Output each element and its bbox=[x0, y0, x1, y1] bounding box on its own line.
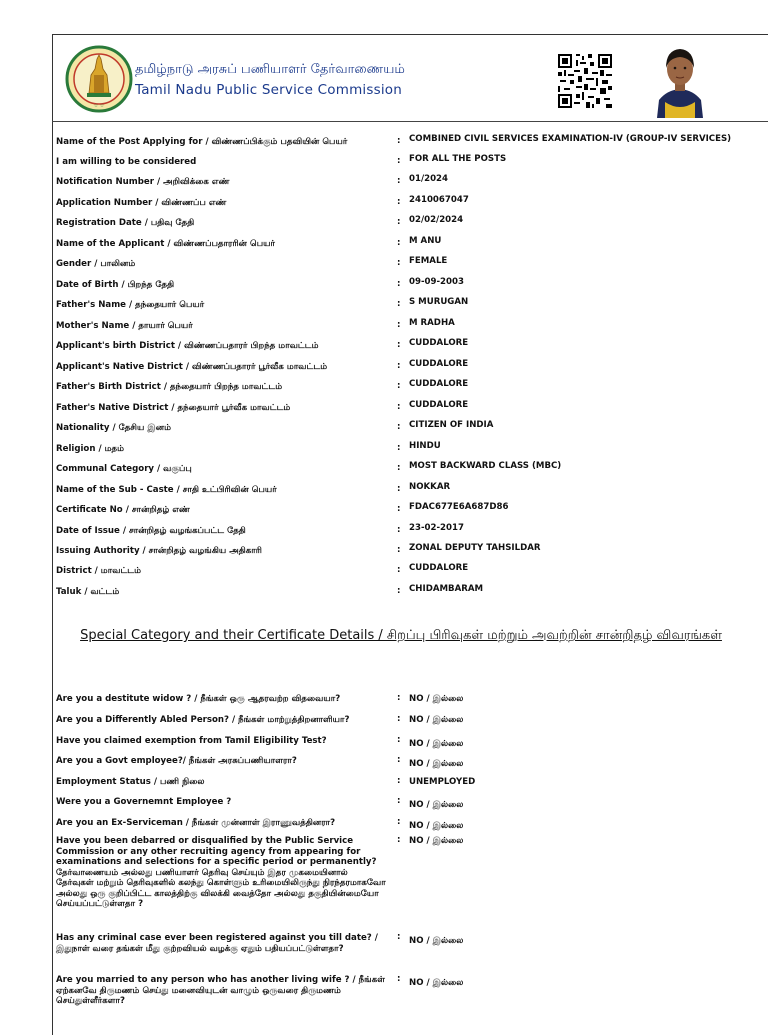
colon-separator: : bbox=[397, 796, 401, 806]
colon-separator: : bbox=[397, 755, 401, 765]
colon-separator: : bbox=[397, 176, 401, 186]
field-label: I am willing to be considered bbox=[56, 157, 197, 167]
field-label: Nationality / தேசிய இனம் bbox=[56, 423, 171, 433]
colon-separator: : bbox=[397, 714, 401, 724]
answer-value: NO / இல்லை bbox=[409, 800, 464, 810]
field-label: Taluk / வட்டம் bbox=[56, 587, 120, 597]
colon-separator: : bbox=[397, 402, 401, 412]
field-value: CUDDALORE bbox=[409, 400, 469, 410]
colon-separator: : bbox=[397, 693, 401, 703]
colon-separator: : bbox=[397, 565, 401, 575]
field-label: Applicant's Native District / விண்ணப்பதாரர் பூர்வீக மாவட்டம் bbox=[56, 362, 328, 372]
field-label: Name of the Post Applying for / விண்ணப்பிக்கும் பதவியின் பெயர் bbox=[56, 137, 348, 147]
field-label: Father's Name / தந்தையார் பெயர் bbox=[56, 300, 205, 310]
question-label: Are you a Govt employee?/ நீங்கள் அரசுப்பணியாளரா? bbox=[56, 756, 297, 766]
tnpsc-emblem-logo bbox=[65, 45, 133, 113]
colon-separator: : bbox=[397, 463, 401, 473]
field-value: 02/02/2024 bbox=[409, 215, 464, 225]
field-label: District / மாவட்டம் bbox=[56, 566, 142, 576]
field-value: FEMALE bbox=[409, 256, 448, 266]
header-divider bbox=[52, 121, 768, 122]
colon-separator: : bbox=[397, 279, 401, 289]
question-label: Have you been debarred or disqualified by the Public Service Commission or any other recruiting agency from appearing for examinations and selections for a specific period or permanently? தேர்வாணையம் அல்லது பணியாளர் தெரிவு செய்யும் இதர முகமையினால் தேர்வுகள் மற்றும் தெரிவுகளில் கலந்து கொள்ளும் உரிமையிலிருந்து நிரந்தரமாகவோ அல்லது ஒரு குறிப்பிட்ட காலத்திற்கு விலக்கி வைத்தோ அல்லது தகுதியின்மையோ செய்யப்பட்டுள்ளதா ? bbox=[56, 836, 386, 909]
colon-separator: : bbox=[397, 932, 401, 942]
svg-text:☆ ☆: ☆ ☆ bbox=[93, 103, 105, 109]
colon-separator: : bbox=[397, 258, 401, 268]
colon-separator: : bbox=[397, 217, 401, 227]
field-value: 23-02-2017 bbox=[409, 523, 464, 533]
colon-separator: : bbox=[397, 197, 401, 207]
question-label: Are you a Differently Abled Person? / நீங்கள் மாற்றுத்திறனாளியா? bbox=[56, 715, 350, 725]
colon-separator: : bbox=[397, 381, 401, 391]
field-label: Name of the Sub - Caste / சாதி உட்பிரிவின் பெயர் bbox=[56, 485, 277, 495]
field-label: Date of Birth / பிறந்த தேதி bbox=[56, 280, 175, 290]
question-label: Are you a destitute widow ? / நீங்கள் ஒரு ஆதரவற்ற விதவையா? bbox=[56, 694, 341, 704]
field-value: MOST BACKWARD CLASS (MBC) bbox=[409, 461, 562, 471]
field-value: S MURUGAN bbox=[409, 297, 469, 307]
applicant-photo bbox=[641, 42, 719, 118]
field-value: ZONAL DEPUTY TAHSILDAR bbox=[409, 543, 541, 553]
field-value: M ANU bbox=[409, 236, 442, 246]
colon-separator: : bbox=[397, 484, 401, 494]
question-label: Are you an Ex-Serviceman / நீங்கள் முன்னாள் இராணுவத்தினரா? bbox=[56, 818, 336, 828]
field-value: NOKKAR bbox=[409, 482, 451, 492]
answer-value: NO / இல்லை bbox=[409, 821, 464, 831]
field-label: Applicant's birth District / விண்ணப்பதாரர் பிறந்த மாவட்டம் bbox=[56, 341, 319, 351]
field-value: 01/2024 bbox=[409, 174, 449, 184]
colon-separator: : bbox=[397, 545, 401, 555]
colon-separator: : bbox=[397, 835, 401, 845]
special-category-title: Special Category and their Certificate Details / சிறப்பு பிரிவுகள் மற்றும் அவற்றின் சான்றிதழ் விவரங்கள் bbox=[80, 628, 722, 643]
field-value: HINDU bbox=[409, 441, 441, 451]
colon-separator: : bbox=[397, 340, 401, 350]
field-label: Communal Category / வகுப்பு bbox=[56, 464, 192, 474]
colon-separator: : bbox=[397, 443, 401, 453]
field-label: Father's Native District / தந்தையார் பூர்வீக மாவட்டம் bbox=[56, 403, 291, 413]
field-label: Religion / மதம் bbox=[56, 444, 125, 454]
org-name-tamil: தமிழ்நாடு அரசுப் பணியாளர் தேர்வாணையம் bbox=[135, 62, 405, 77]
question-label: Were you a Governemnt Employee ? bbox=[56, 797, 232, 807]
answer-value: NO / இல்லை bbox=[409, 759, 464, 769]
answer-value: NO / இல்லை bbox=[409, 694, 464, 704]
field-value: CITIZEN OF INDIA bbox=[409, 420, 494, 430]
colon-separator: : bbox=[397, 504, 401, 514]
field-label: Date of Issue / சான்றிதழ் வழங்கப்பட்ட தேதி bbox=[56, 526, 246, 536]
org-name-english: Tamil Nadu Public Service Commission bbox=[135, 82, 403, 98]
field-value: CHIDAMBARAM bbox=[409, 584, 484, 594]
colon-separator: : bbox=[397, 299, 401, 309]
field-value: 09-09-2003 bbox=[409, 277, 464, 287]
answer-value: NO / இல்லை bbox=[409, 978, 464, 988]
field-value: COMBINED CIVIL SERVICES EXAMINATION-IV (GROUP-IV SERVICES) bbox=[409, 134, 732, 144]
colon-separator: : bbox=[397, 156, 401, 166]
colon-separator: : bbox=[397, 817, 401, 827]
field-label: Certificate No / சான்றிதழ் எண் bbox=[56, 505, 190, 515]
field-label: Name of the Applicant / விண்ணப்பதாரரின் பெயர் bbox=[56, 239, 275, 249]
colon-separator: : bbox=[397, 238, 401, 248]
answer-value: NO / இல்லை bbox=[409, 715, 464, 725]
field-value: CUDDALORE bbox=[409, 563, 469, 573]
question-label: Have you claimed exemption from Tamil Eligibility Test? bbox=[56, 736, 327, 746]
colon-separator: : bbox=[397, 735, 401, 745]
colon-separator: : bbox=[397, 361, 401, 371]
answer-value: NO / இல்லை bbox=[409, 739, 464, 749]
colon-separator: : bbox=[397, 776, 401, 786]
field-value: CUDDALORE bbox=[409, 379, 469, 389]
field-label: Notification Number / அறிவிக்கை எண் bbox=[56, 177, 230, 187]
colon-separator: : bbox=[397, 320, 401, 330]
answer-value: NO / இல்லை bbox=[409, 836, 464, 846]
colon-separator: : bbox=[397, 586, 401, 596]
question-label: Employment Status / பணி நிலை bbox=[56, 777, 205, 787]
field-label: Issuing Authority / சான்றிதழ் வழங்கிய அதிகாரி bbox=[56, 546, 262, 556]
answer-value: NO / இல்லை bbox=[409, 936, 464, 946]
colon-separator: : bbox=[397, 525, 401, 535]
question-label: Has any criminal case ever been registered against you till date? / இதுநாள் வரை தங்கள் மீது குற்றவியல் வழக்கு ஏதும் பதியப்பட்டுள்ளதா? bbox=[56, 933, 378, 954]
field-value: FOR ALL THE POSTS bbox=[409, 154, 507, 164]
field-label: Registration Date / பதிவு தேதி bbox=[56, 218, 195, 228]
field-value: FDAC677E6A687D86 bbox=[409, 502, 509, 512]
qr-code bbox=[558, 54, 612, 108]
field-value: 2410067047 bbox=[409, 195, 469, 205]
field-label: Gender / பாலினம் bbox=[56, 259, 136, 269]
colon-separator: : bbox=[397, 136, 401, 146]
field-label: Father's Birth District / தந்தையார் பிறந்த மாவட்டம் bbox=[56, 382, 283, 392]
field-value: CUDDALORE bbox=[409, 338, 469, 348]
field-value: CUDDALORE bbox=[409, 359, 469, 369]
colon-separator: : bbox=[397, 422, 401, 432]
colon-separator: : bbox=[397, 974, 401, 984]
field-value: M RADHA bbox=[409, 318, 455, 328]
answer-value: UNEMPLOYED bbox=[409, 777, 476, 787]
question-label: Are you married to any person who has another living wife ? / நீங்கள் ஏற்கனவே திருமணம் செய்து மனைவியுடன் வாழும் ஒருவரை திருமணம் செய்துள்ளீர்களா? bbox=[56, 975, 385, 1006]
field-label: Application Number / விண்ணப்ப எண் bbox=[56, 198, 227, 208]
field-label: Mother's Name / தாயார் பெயர் bbox=[56, 321, 193, 331]
